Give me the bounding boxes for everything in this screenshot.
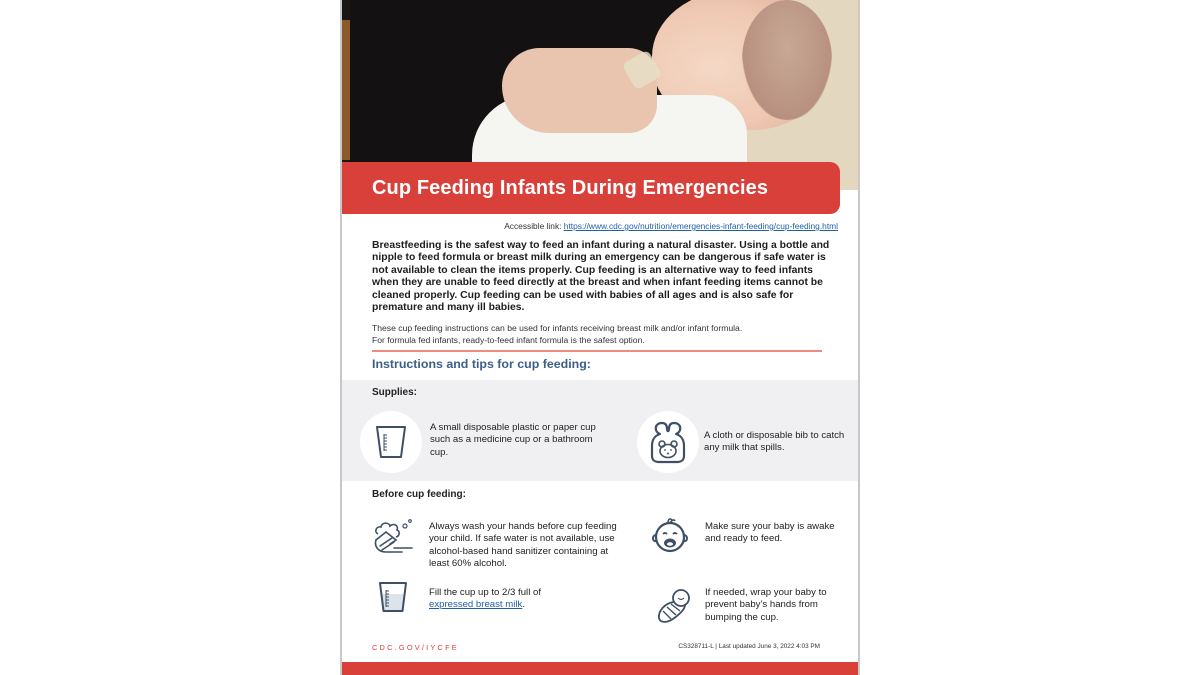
bib-icon <box>637 411 699 473</box>
swaddled-baby-icon <box>654 586 694 626</box>
title-banner <box>342 162 840 214</box>
supplies-label: Supplies: <box>372 387 418 398</box>
filled-cup-icon <box>376 579 410 615</box>
note-line-1: These cup feeding instructions can be used for infants receiving breast milk and/or infant formula. <box>372 323 743 333</box>
accessible-link[interactable]: https://www.cdc.gov/nutrition/emergencies-infant-feeding/cup-feeding.html <box>563 221 838 231</box>
wrap-baby-text: If needed, wrap your baby to prevent baby’s hands from bumping the cup. <box>705 587 827 623</box>
fill-cup-text: Fill the cup up to 2/3 full of expressed breast milk. <box>429 587 541 611</box>
accessible-link-line <box>504 221 838 231</box>
baby-awake-text: Make sure your baby is awake and ready to feed. <box>705 521 835 545</box>
bottom-red-bar <box>342 662 860 675</box>
divider <box>372 350 822 352</box>
footer-document-id: CS328711-L | Last updated June 3, 2022 4:03 PM <box>678 643 820 650</box>
wash-hands-text: Always wash your hands before cup feeding your child. If safe water is not available, use alcohol-based hand sanitizer containing at least 60% alcohol. <box>429 521 617 570</box>
before-feeding-label: Before cup feeding: <box>372 489 466 500</box>
supply-cup-text: A small disposable plastic or paper cup such as a medicine cup or a bathroom cup. <box>430 422 596 458</box>
hand-wash-icon <box>372 518 416 558</box>
formula-note <box>372 323 840 346</box>
expressed-breast-milk-link[interactable]: expressed breast milk <box>429 599 523 611</box>
baby-face-icon <box>648 515 692 555</box>
note-line-2: For formula fed infants, ready-to-feed infant formula is the safest option. <box>372 334 645 345</box>
footer-site-link[interactable]: CDC.GOV/IYCFE <box>372 643 459 652</box>
accessible-link-label: Accessible link: <box>504 221 562 231</box>
fill-cup-prefix: Fill the cup up to 2/3 full of <box>429 587 541 598</box>
cup-icon <box>360 411 422 473</box>
intro-paragraph: Breastfeeding is the safest way to feed an infant during a natural disaster. Using a bottle and nipple to feed formula or breast milk during an emergency can be dangerous if safe water is not available to clean the items properly. Cup feeding is an alternative way to feed infants when they are unable to feed directly at the breast and when infant feeding items cannot be cleaned properly. Cup feeding can be used with babies of all ages and is also safe for premature and many ill babies. <box>372 240 830 314</box>
supplies-panel <box>342 380 860 481</box>
page-title: Cup Feeding Infants During Emergencies <box>372 176 769 199</box>
section-heading: Instructions and tips for cup feeding: <box>372 357 591 371</box>
supply-bib-text: A cloth or disposable bib to catch any milk that spills. <box>704 430 845 454</box>
document-page <box>340 0 860 675</box>
